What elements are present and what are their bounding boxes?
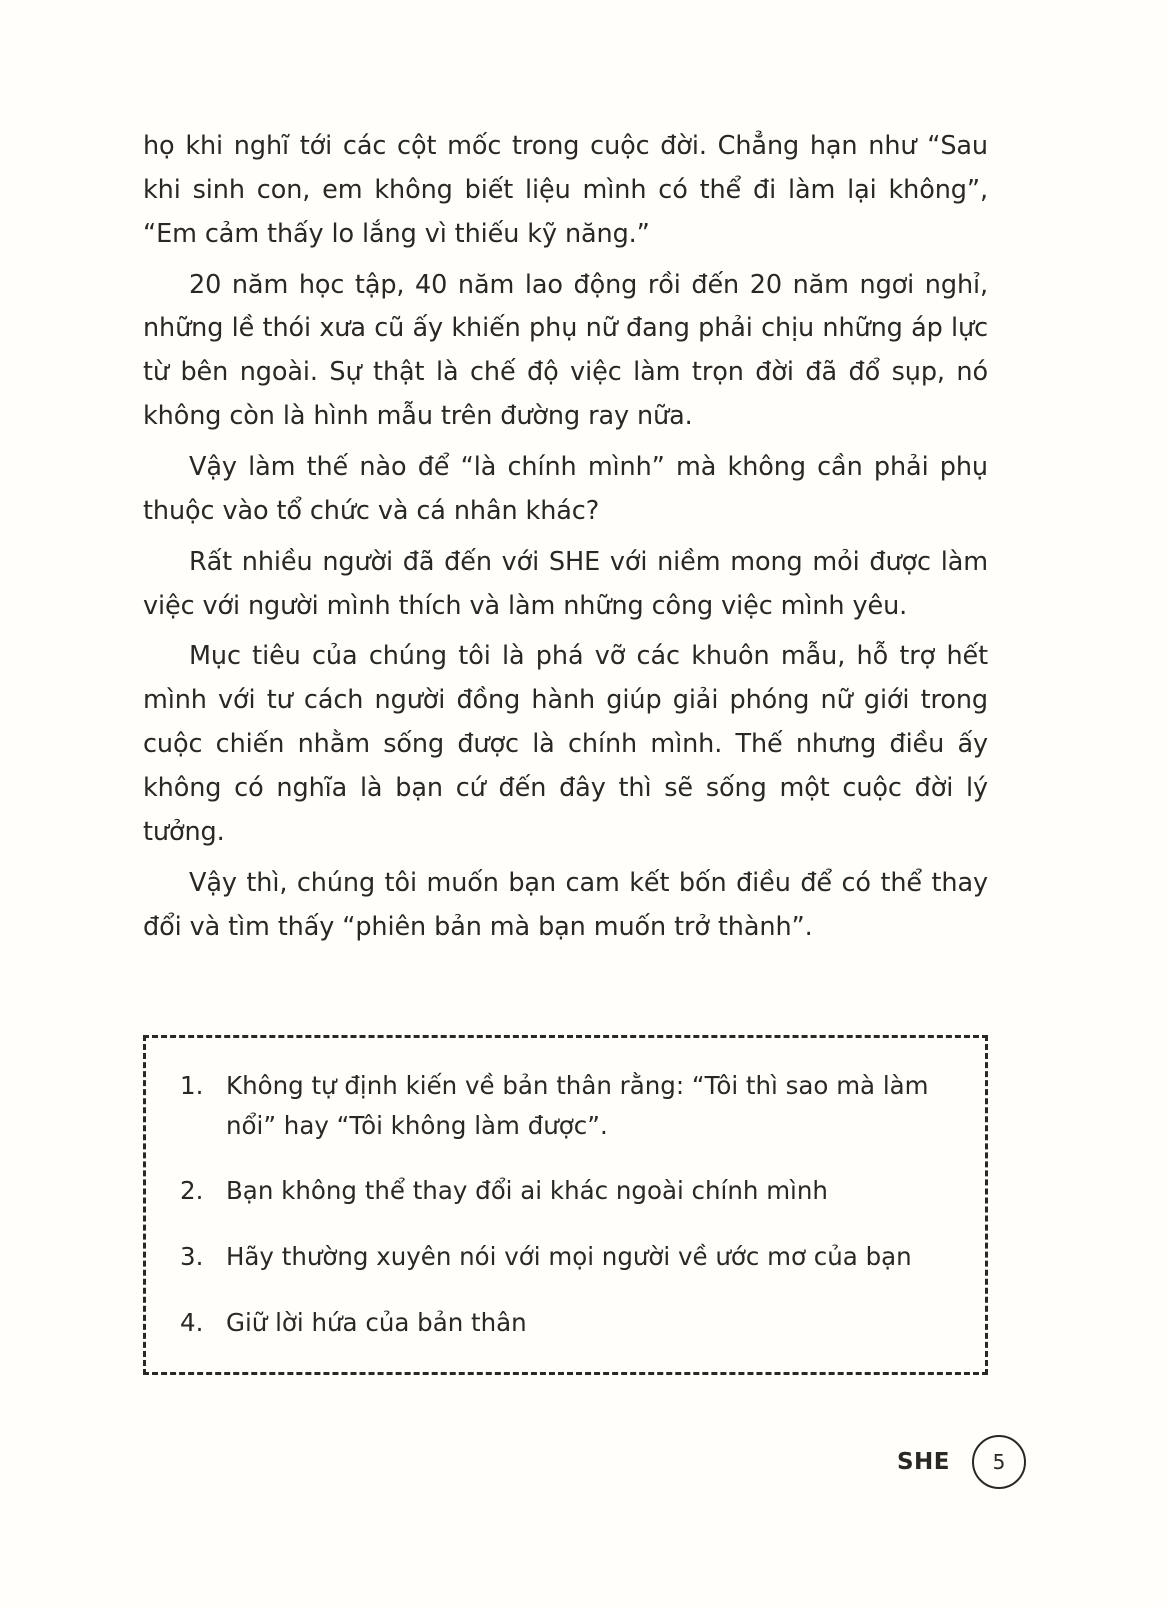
list-item bbox=[180, 1237, 951, 1277]
list-item bbox=[180, 1303, 951, 1343]
list-item-text: Giữ lời hứa của bản thân bbox=[226, 1307, 527, 1337]
page-number: 5 bbox=[972, 1435, 1026, 1489]
dashed-callout-box bbox=[143, 1035, 988, 1375]
list-item-text: Hãy thường xuyên nói với mọi người về ước mơ của bạn bbox=[226, 1242, 912, 1272]
list-item bbox=[180, 1171, 951, 1211]
body-text bbox=[143, 125, 988, 956]
list-item-number: 1. bbox=[180, 1071, 204, 1100]
list-item-number: 3. bbox=[180, 1242, 204, 1272]
list-item-text: Bạn không thể thay đổi ai khác ngoài chính mình bbox=[226, 1176, 828, 1206]
page-footer bbox=[897, 1435, 1026, 1489]
list-item bbox=[180, 1066, 951, 1145]
paragraph: Vậy làm thế nào để “là chính mình” mà không cần phải phụ thuộc vào tổ chức và cá nhân khác? bbox=[143, 452, 988, 526]
list-item-text: Không tự định kiến về bản thân rằng: “Tôi thì sao mà làm nổi” hay “Tôi không làm được”. bbox=[226, 1071, 929, 1140]
paragraph: Vậy thì, chúng tôi muốn bạn cam kết bốn điều để có thể thay đổi và tìm thấy “phiên bản mà bạn muốn trở thành”. bbox=[143, 867, 988, 942]
brand-label: SHE bbox=[896, 1449, 950, 1475]
paragraph: Mục tiêu của chúng tôi là phá vỡ các khuôn mẫu, hỗ trợ hết mình với tư cách người đồng hành giúp giải phóng nữ giới trong cuộc chiến nhằm sống được là chính mình. Thế nhưng điều ấy không có nghĩa là bạn cứ đến đây thì sẽ sống một cuộc đời lý tưởng. bbox=[143, 641, 988, 847]
list-item-number: 4. bbox=[180, 1307, 204, 1337]
list-item-number: 2. bbox=[180, 1176, 204, 1206]
paragraph: Rất nhiều người đã đến với SHE với niềm mong mỏi được làm việc với người mình thích và làm những công việc mình yêu. bbox=[143, 546, 988, 621]
paragraph: 20 năm học tập, 40 năm lao động rồi đến 20 năm ngơi nghỉ, những lề thói xưa cũ ấy khiến phụ nữ đang phải chịu những áp lực từ bên ngoài. Sự thật là chế độ việc làm trọn đời đã đổ sụp, nó không còn là hình mẫu trên đường ray nữa. bbox=[143, 269, 988, 432]
paragraph: họ khi nghĩ tới các cột mốc trong cuộc đời. Chẳng hạn như “Sau khi sinh con, em không biết liệu mình có thể đi làm lại không”, “Em cảm thấy lo lắng vì thiếu kỹ năng.” bbox=[143, 131, 988, 249]
